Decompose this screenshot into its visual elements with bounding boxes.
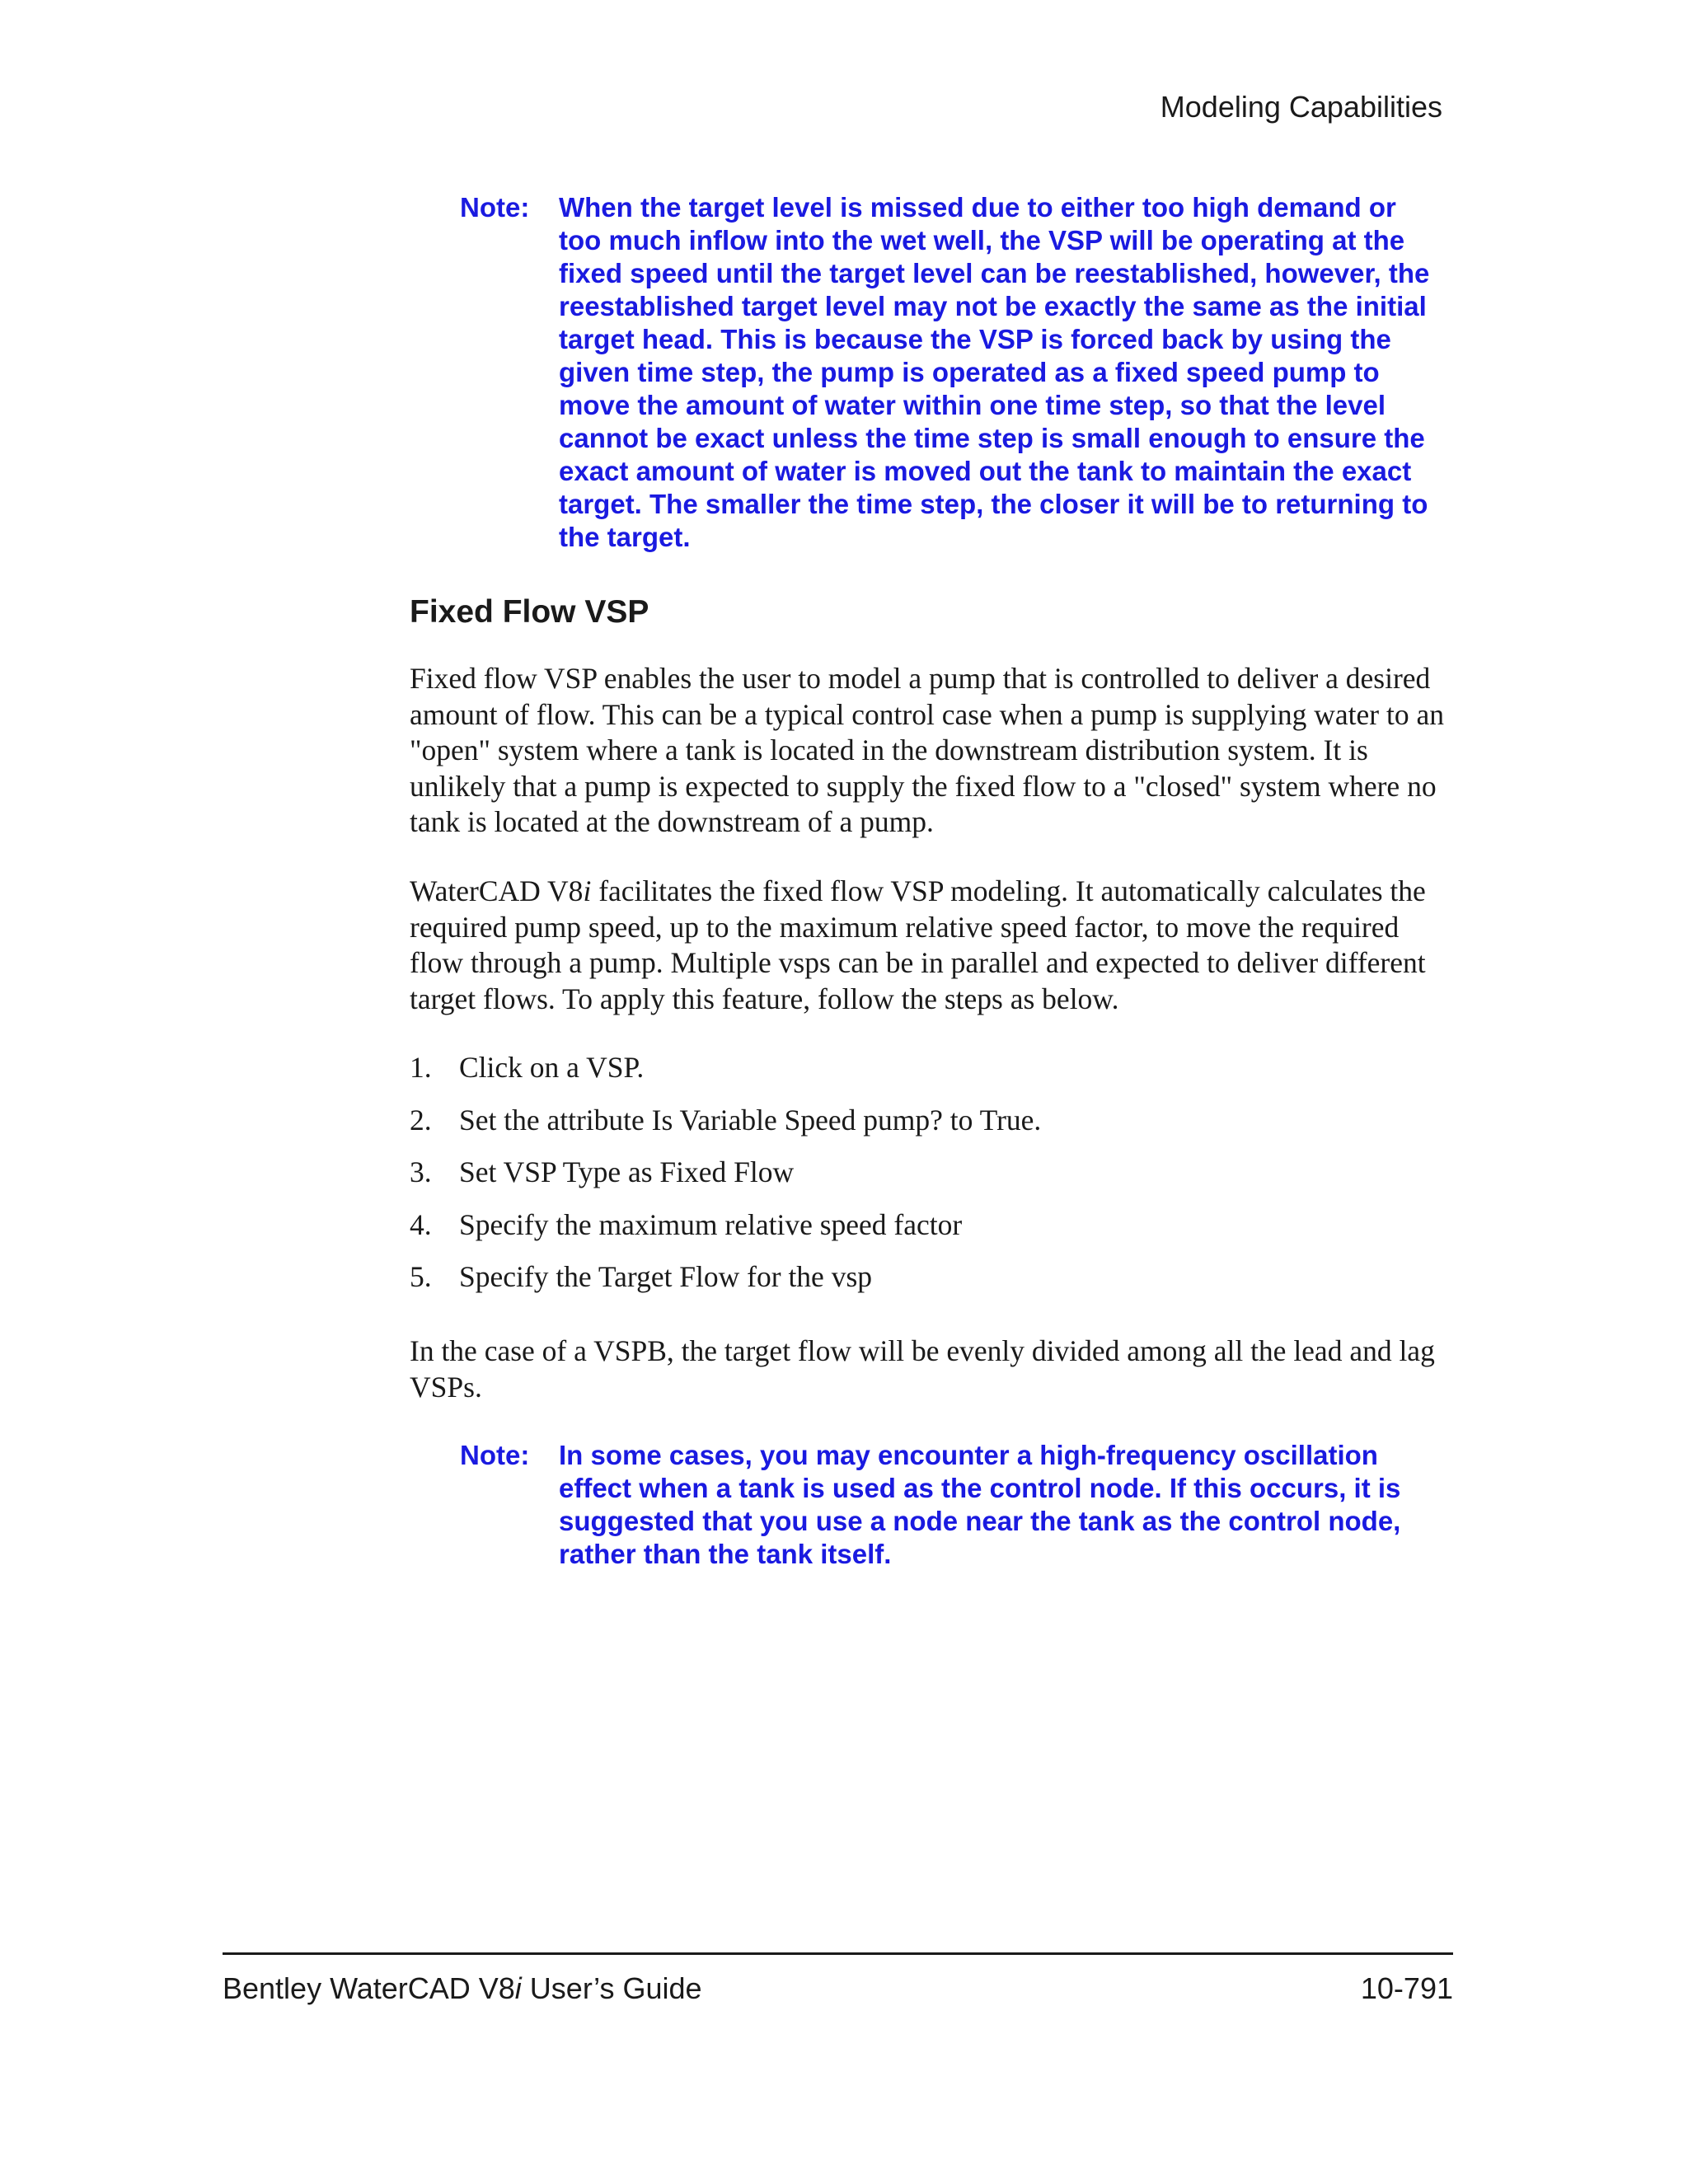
note-text: When the target level is missed due to either too high demand or too much inflow into the wet well, the VSP will be operating at the fixed speed until the target level can be reestablished, however, the reestablished target level may not be exactly the same as the initial target head. This is because the VSP is forced back by using the given time step, the pump is operated as a fixed speed pump to move the amount of water within one time step, so that the level cannot be exact unless the time step is small enough to ensure the exact amount of water is moved out the tank to maintain the exact target. The smaller the time step, the closer it will be to returning to the target. — [559, 192, 1430, 552]
page-number: 10-791 — [1360, 1971, 1453, 2005]
step-text: Set the attribute Is Variable Speed pump? to True. — [459, 1103, 1042, 1137]
step-text: Click on a VSP. — [459, 1051, 645, 1084]
paragraph-watercad — [410, 874, 1456, 1017]
paragraph-vspb: In the case of a VSPB, the target flow will be evenly divided among all the lead and lag VSPs. — [410, 1334, 1435, 1404]
step-number: 1. — [410, 1051, 432, 1084]
note-text: In some cases, you may encounter a high-frequency oscillation effect when a tank is used as the control node. If this occurs, it is suggested that you use a node near the tank as the control node, rather than the tank itself. — [559, 1440, 1401, 1569]
footer-guide-title — [223, 1971, 702, 2006]
list-item — [410, 1207, 1456, 1244]
footer-guide-prefix: Bentley WaterCAD V8 — [223, 1971, 515, 2005]
page-header: Modeling Capabilities — [1160, 90, 1442, 124]
step-number: 2. — [410, 1103, 432, 1137]
step-number: 5. — [410, 1260, 432, 1293]
footer-guide-italic: i — [514, 1971, 522, 2005]
product-name: WaterCAD V8 — [410, 874, 584, 907]
product-name-italic: i — [583, 874, 592, 907]
step-number: 4. — [410, 1207, 432, 1241]
step-text: Specify the Target Flow for the vsp — [459, 1260, 873, 1293]
section-heading: Fixed Flow VSP — [410, 594, 649, 630]
paragraph-body: facilitates the fixed flow VSP modeling. It automatically calculates the required pump speed, up to the maximum relative speed factor, to move the required flow through a pump. Multiple vsps can be in parallel and expected to deliver different target flows. To apply this feature, follow the steps as below. — [410, 874, 1426, 1015]
list-item — [410, 1259, 1456, 1296]
list-item — [410, 1050, 1456, 1086]
note-label: Note: — [460, 192, 530, 223]
step-number: 3. — [410, 1155, 432, 1188]
note-box — [460, 191, 1449, 554]
step-text: Specify the maximum relative speed factor — [459, 1207, 963, 1241]
step-text: Set VSP Type as Fixed Flow — [459, 1155, 795, 1188]
note-box — [460, 1439, 1449, 1571]
list-item — [410, 1155, 1456, 1191]
footer-divider — [223, 1952, 1453, 1955]
note-label: Note: — [460, 1440, 530, 1470]
footer-guide-suffix: User’s Guide — [521, 1971, 702, 2005]
steps-list — [410, 1050, 1456, 1312]
paragraph-intro: Fixed flow VSP enables the user to model a pump that is controlled to deliver a desired amount of flow. This can be a typical control case when a pump is supplying water to an "open" system where a tank is located in the downstream distribution system. It is unlikely that a pump is expected to supply the fixed flow to a "closed" system where no tank is located at the downstream of a pump. — [410, 662, 1444, 838]
list-item — [410, 1103, 1456, 1139]
